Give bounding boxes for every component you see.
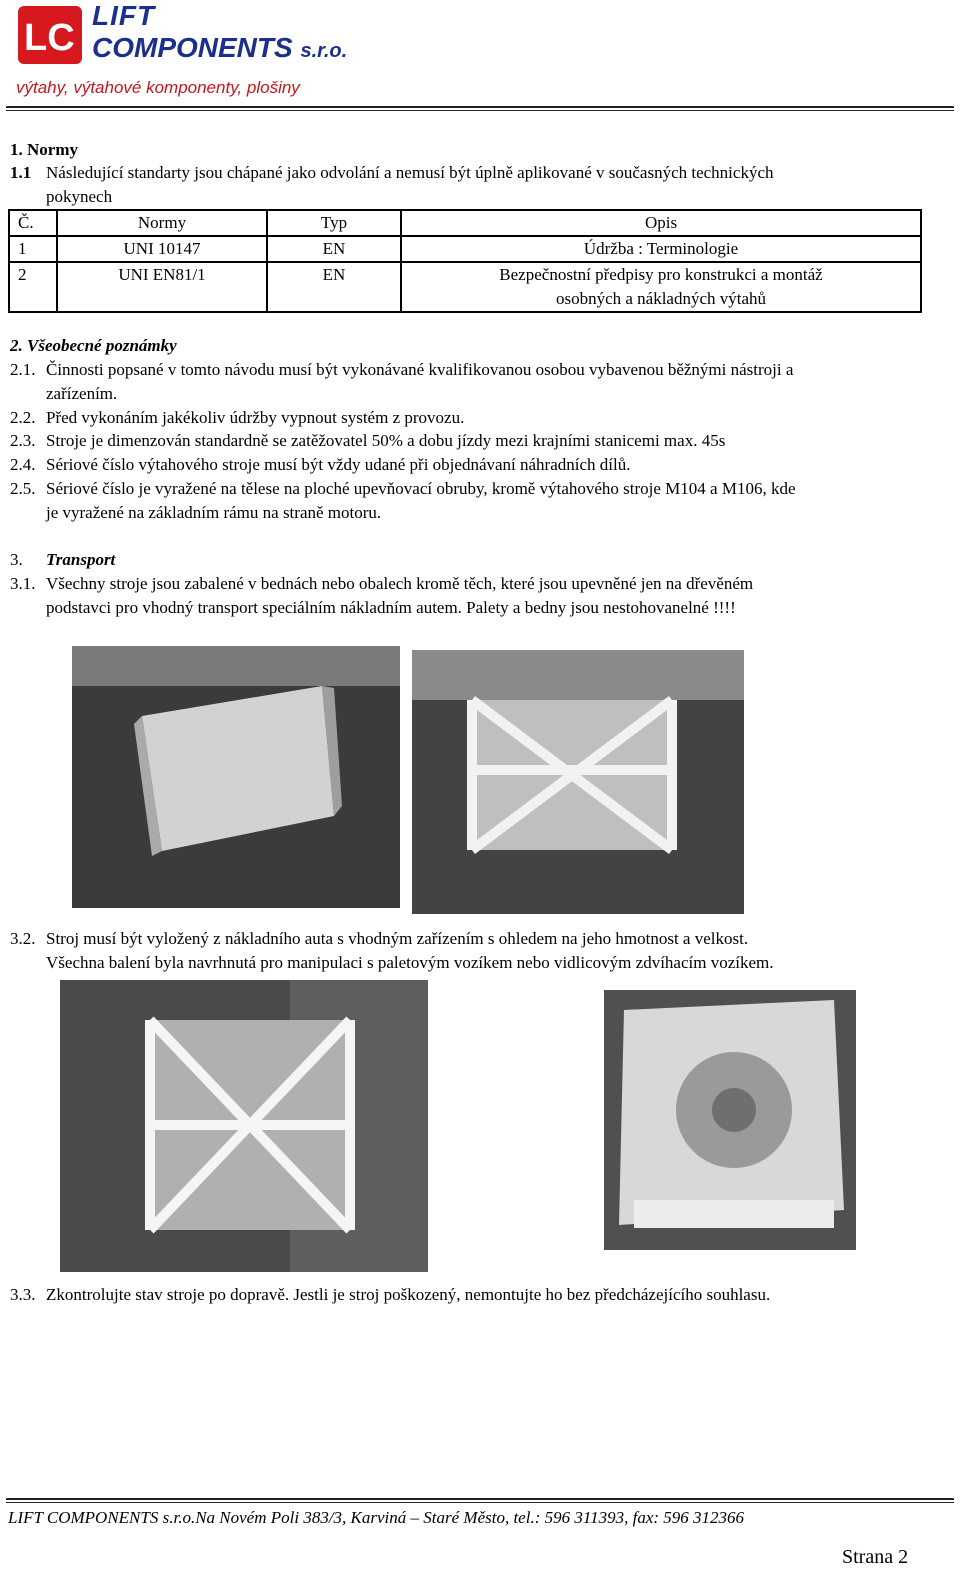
item-text: Stroje je dimenzován standardně se zatěžovatel 50% a dobu jízdy mezi krajními stanicemi max. 45s [46, 431, 726, 450]
table-row [9, 262, 921, 312]
item-text: Následující standarty jsou chápané jako odvolání a nemusí být úplně aplikované v současných technických [46, 163, 774, 182]
header-rule-thin [6, 110, 954, 111]
item-text: Před vykonáním jakékoliv údržby vypnout systém z provozu. [46, 408, 465, 427]
crated-machine-photo [412, 650, 744, 914]
item-number: 3.2. [10, 929, 36, 948]
item-number: 2.1. [10, 360, 36, 379]
section3-heading: Transport [46, 550, 116, 569]
company-logo-icon [18, 6, 82, 64]
table-cell: UNI EN81/1 [57, 262, 267, 312]
item-number: 2.4. [10, 455, 36, 474]
item-number: 1.1 [10, 163, 32, 182]
item-number: 2.2. [10, 408, 36, 427]
page-number: Strana 2 [842, 1546, 909, 1568]
brand-name-line1: LIFT [92, 0, 156, 31]
item-number: 3.1. [10, 574, 36, 593]
item-number: 3.3. [10, 1285, 36, 1304]
desc-line: Bezpečnostní předpisy pro konstrukci a montáž [499, 265, 823, 284]
item-text: Zkontrolujte stav stroje po dopravě. Jestli je stroj poškozený, nemontujte ho bez předcházejícího souhlasu. [46, 1285, 771, 1304]
norms-table [8, 209, 922, 313]
item-text: Sériové číslo výtahového stroje musí být vždy udané při objednávaní náhradních dílů. [46, 455, 631, 474]
wrapped-machine-photo [604, 990, 856, 1250]
table-cell: 1 [9, 236, 57, 262]
footer-rule-thin [6, 1502, 954, 1503]
brand-name-line2 [92, 34, 347, 62]
table-header-cell: Normy [57, 210, 267, 236]
company-tagline: výtahy, výtahové komponenty, plošiny [16, 78, 300, 97]
item-text: Činnosti popsané v tomto návodu musí být vykonávané kvalifikovanou osobou vybavenou běžnými nástroji a [46, 360, 794, 379]
table-cell [401, 262, 921, 312]
wooden-crate-photo [72, 646, 400, 908]
item-number: 2.3. [10, 431, 36, 450]
item-text-cont: pokynech [46, 187, 113, 206]
section3-number: 3. [10, 550, 23, 569]
item-text-cont: zařízením. [46, 384, 118, 403]
table-header-cell: Opis [401, 210, 921, 236]
brand-suffix: s.r.o. [300, 40, 348, 62]
table-cell: EN [267, 262, 401, 312]
table-header-cell: Č. [9, 210, 57, 236]
table-header-cell: Typ [267, 210, 401, 236]
svg-text:LC: LC [24, 17, 75, 59]
table-header-row [9, 210, 921, 236]
table-cell: UNI 10147 [57, 236, 267, 262]
table-cell: Údržba : Terminologie [401, 236, 921, 262]
item-text-cont: podstavci pro vhodný transport speciálním nákladním autem. Palety a bedny jsou nestohovanelné !!!! [46, 598, 736, 617]
forklift-crate-photo [60, 980, 428, 1272]
item-number: 2.5. [10, 479, 36, 498]
table-row [9, 236, 921, 262]
footer-rule [6, 1498, 954, 1500]
desc-line: osobných a nákladných výtahů [555, 289, 767, 308]
item-text: Všechny stroje jsou zabalené v bednách nebo obalech kromě těch, které jsou upevněné jen na dřevěném [46, 574, 754, 593]
item-text: Sériové číslo je vyražené na tělese na ploché upevňovací obruby, kromě výtahového stroje M104 a M106, kde [46, 479, 796, 498]
header-rule [6, 106, 954, 108]
item-text-cont: Všechna balení byla navrhnutá pro manipulaci s paletovým vozíkem nebo vidlicovým zdvíhacím vozíkem. [46, 953, 774, 972]
table-cell: EN [267, 236, 401, 262]
table-cell: 2 [9, 262, 57, 312]
footer-address: LIFT COMPONENTS s.r.o.Na Novém Poli 383/3, Karviná – Staré Město, tel.: 596 311393, fax: 596 312366 [8, 1508, 745, 1527]
item-text: Stroj musí být vyložený z nákladního auta s vhodným zařízením s ohledem na jeho hmotnost a velkost. [46, 929, 749, 948]
brand-name: COMPONENTS [92, 32, 293, 63]
section2-heading: 2. Všeobecné poznámky [10, 336, 177, 355]
item-text-cont: je vyražené na základním rámu na straně motoru. [46, 503, 382, 522]
section1-heading: 1. Normy [10, 140, 78, 159]
